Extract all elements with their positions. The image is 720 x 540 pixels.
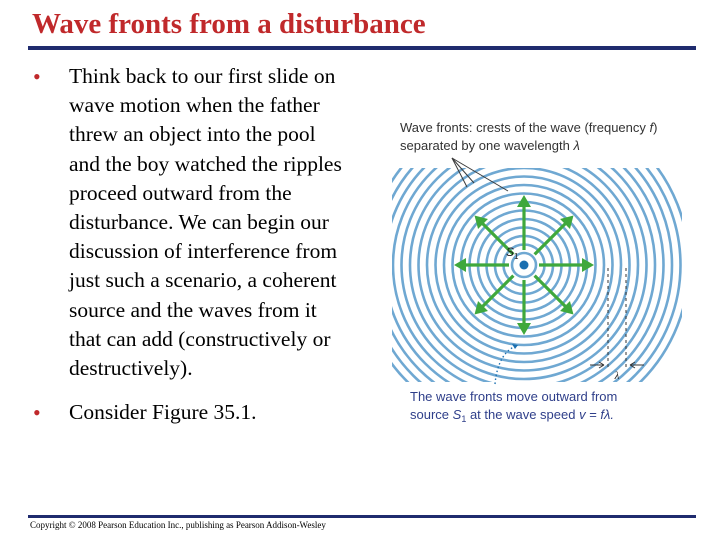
bullet-line: and the boy watched the ripples xyxy=(69,151,342,176)
bullet-line: disturbance. We can begin our xyxy=(69,210,329,235)
bullet-marker: • xyxy=(33,64,41,89)
bullet-line: destructively). xyxy=(69,356,193,381)
title-rule xyxy=(28,46,696,50)
bullet-line: Consider Figure 35.1. xyxy=(69,400,257,424)
bullet-line: proceed outward from the xyxy=(69,180,292,205)
source-dot xyxy=(520,261,529,270)
figure-caption-bottom-line1: The wave fronts move outward from xyxy=(410,389,618,404)
bullet-text xyxy=(69,62,342,383)
bullet-line: just such a scenario, a coherent xyxy=(69,268,337,293)
figure-caption-bottom-line2: source $S_1$ at the wave speed v = fλ. xyxy=(410,407,615,424)
wavelength-label: λ xyxy=(614,370,620,382)
wave-front-figure xyxy=(392,104,682,434)
bullet-line: wave motion when the father xyxy=(69,93,320,118)
source-label: $S_1$ xyxy=(506,245,519,261)
figure-caption-top-line1: Wave fronts: crests of the wave (frequency f) xyxy=(400,120,658,135)
bullet-text xyxy=(69,398,257,427)
bullet-line: source and the waves from it xyxy=(69,297,317,322)
caption-pointer-lines xyxy=(452,158,508,191)
figure-caption-top-line2: separated by one wavelength λ xyxy=(400,138,580,153)
bullet-line: Think back to our first slide on xyxy=(69,64,336,88)
bullet-line: that can add (constructively or xyxy=(69,326,331,351)
slide-title: Wave fronts from a disturbance xyxy=(32,8,426,40)
copyright-text: Copyright © 2008 Pearson Education Inc., publishing as Pearson Addison-Wesley xyxy=(30,520,326,530)
bullet-marker: • xyxy=(33,400,41,425)
bullet-line: discussion of interference from xyxy=(69,239,338,264)
bullet-line: threw an object into the pool xyxy=(69,122,316,147)
footer-rule xyxy=(28,515,696,518)
